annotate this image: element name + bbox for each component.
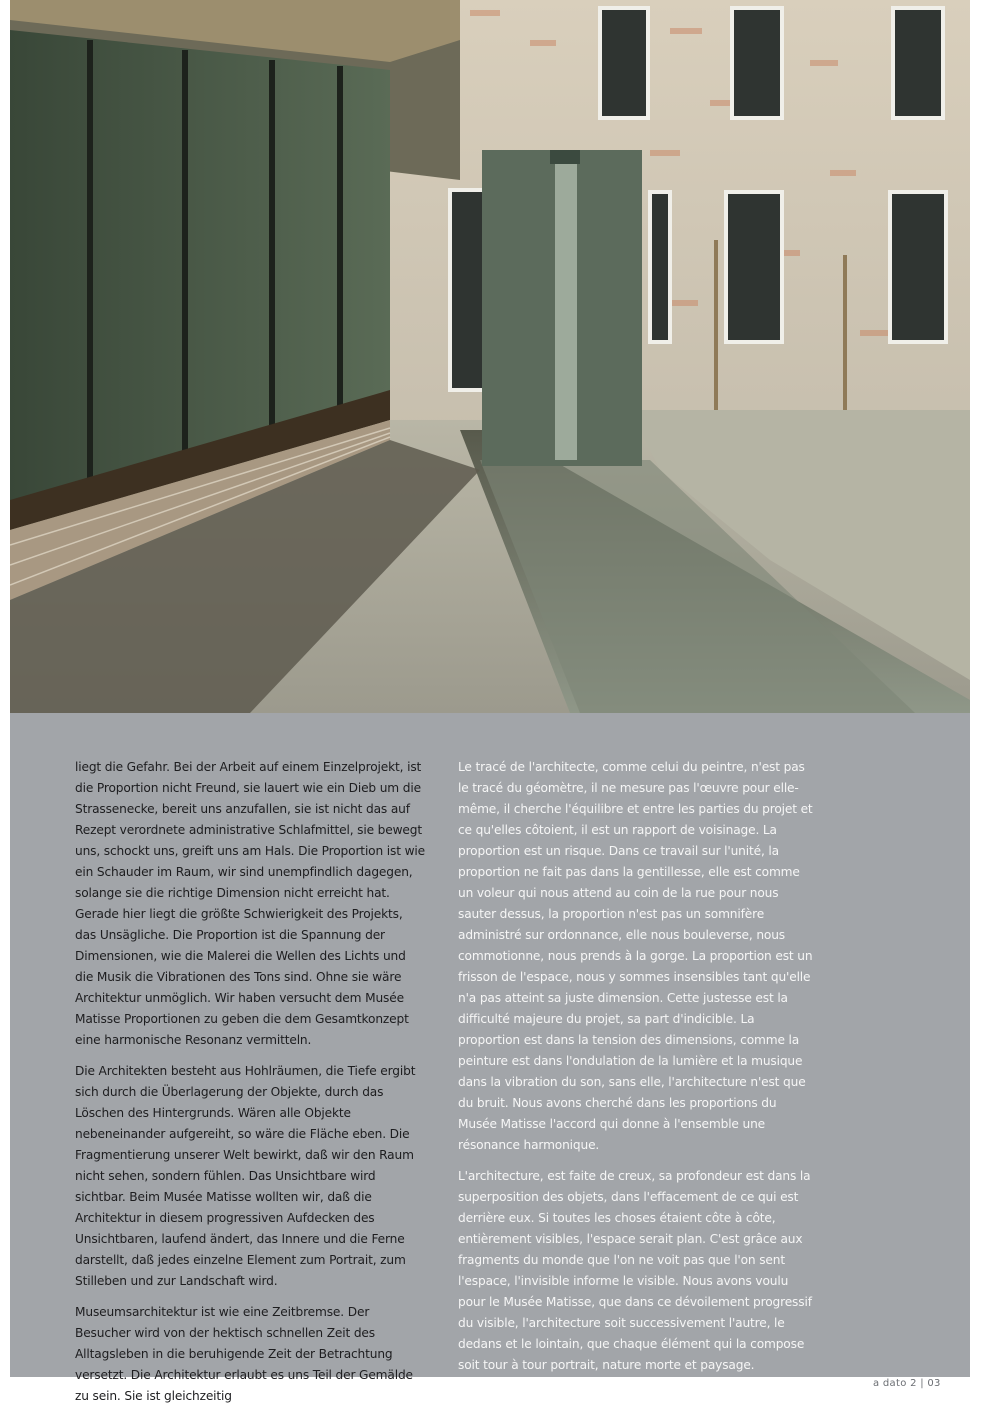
german-paragraph-3: Museumsarchitektur ist wie eine Zeitbremse. Der Besucher wird von der hektisch schnellen Zeit des Alltagsleben in die beruhigende Zeit der Betrachtung versetzt. Die Architektur erlaubt es uns Teil der Gemälde zu sein. Sie ist gleichzeitig <box>75 1305 413 1403</box>
french-text-column <box>458 757 814 1386</box>
german-text-column <box>75 757 427 1417</box>
german-paragraph-1: liegt die Gefahr. Bei der Arbeit auf einem Einzelprojekt, ist die Proportion nicht Freund, sie lauert wie ein Dieb um die Strassenecke, bereit uns anzufallen, sie ist nicht das auf Rezept verordnete administrative Schlafmittel, sie bewegt uns, schockt uns, greift uns am Hals. Die Proportion ist wie ein Schauder im Raum, wir sind unempfindlich dagegen, solange sie die richtige Dimension nicht erreicht hat. Gerade hier liegt die größte Schwierigkeit des Projekts, das Unsägliche. Die Proportion ist die Spannung der Dimensionen, wie die Malerei die Wellen des Lichts und die Musik die Vibrationen des Tons sind. Ohne sie wäre Architektur unmöglich. Wir haben versucht dem Musée Matisse Proportionen zu geben die dem Gesamtkonzept eine harmonische Resonanz vermitteln. <box>75 760 425 1047</box>
french-paragraph-2: L'architecture, est faite de creux, sa profondeur est dans la superposition des objets, dans l'effacement de ce qui est derrière eux. Si toutes les choses étaient côte à côte, entièrement visibles, l'espace serait plan. C'est grâce aux fragments du monde que l'on ne voit pas que l'on sent l'espace, l'invisible informe le visible. Nous avons voulu pour le Musée Matisse, que dans ce dévoilement progressif du visible, l'architecture soit successivement l'autre, le dedans et le lointain, que chaque élément qui la compose soit tour à tour portrait, nature morte et paysage. <box>458 1169 812 1372</box>
courtyard-photo <box>10 0 970 713</box>
german-paragraph-2: Die Architekten besteht aus Hohlräumen, die Tiefe ergibt sich durch die Überlagerung der Objekte, durch das Löschen des Hintergrunds. Wären alle Objekte nebeneinander aufgereiht, so wäre die Fläche eben. Die Fragmentierung unserer Welt bewirkt, daß wir den Raum nicht sehen, sondern fühlen. Das Unsichtbare wird sichtbar. Beim Musée Matisse wollten wir, daß die Architektur in diesem progressiven Aufdecken des Unsichtbaren, laufend ändert, das Innere und die Ferne darstellt, daß jedes einzelne Element zum Portrait, zum Stilleben und zur Landschaft wird. <box>75 1064 416 1288</box>
courtyard-illustration <box>10 0 970 713</box>
french-paragraph-1: Le tracé de l'architecte, comme celui du peintre, n'est pas le tracé du géomètre, il ne mesure pas l'œuvre pour elle-même, il cherche l'équilibre et entre les parties du projet et ce qu'elles côtoient, il est un rapport de voisinage. La proportion est un risque. Dans ce travail sur l'unité, la proportion ne fait pas dans la gentillesse, elle est comme un voleur qui nous attend au coin de la rue pour nous sauter dessus, la proportion n'est pas un somnifère administré sur ordonnance, elle nous bouleverse, nous commotionne, nous prends à la gorge. La proportion est un frisson de l'espace, nous y sommes insensibles tant qu'elle n'a pas atteint sa juste dimension. Cette justesse est la difficulté majeure du projet, sa part d'indicible. La proportion est dans la tension des dimensions, comme la peinture est dans l'ondulation de la lumière et la musique dans la vibration du son, sans elle, l'architecture n'est que du bruit. Nous avons cherché dans les proportions du Musée Matisse l'accord qui donne à l'ensemble une résonance harmonique. <box>458 760 813 1152</box>
page-folio: a dato 2 | 03 <box>873 1378 941 1389</box>
